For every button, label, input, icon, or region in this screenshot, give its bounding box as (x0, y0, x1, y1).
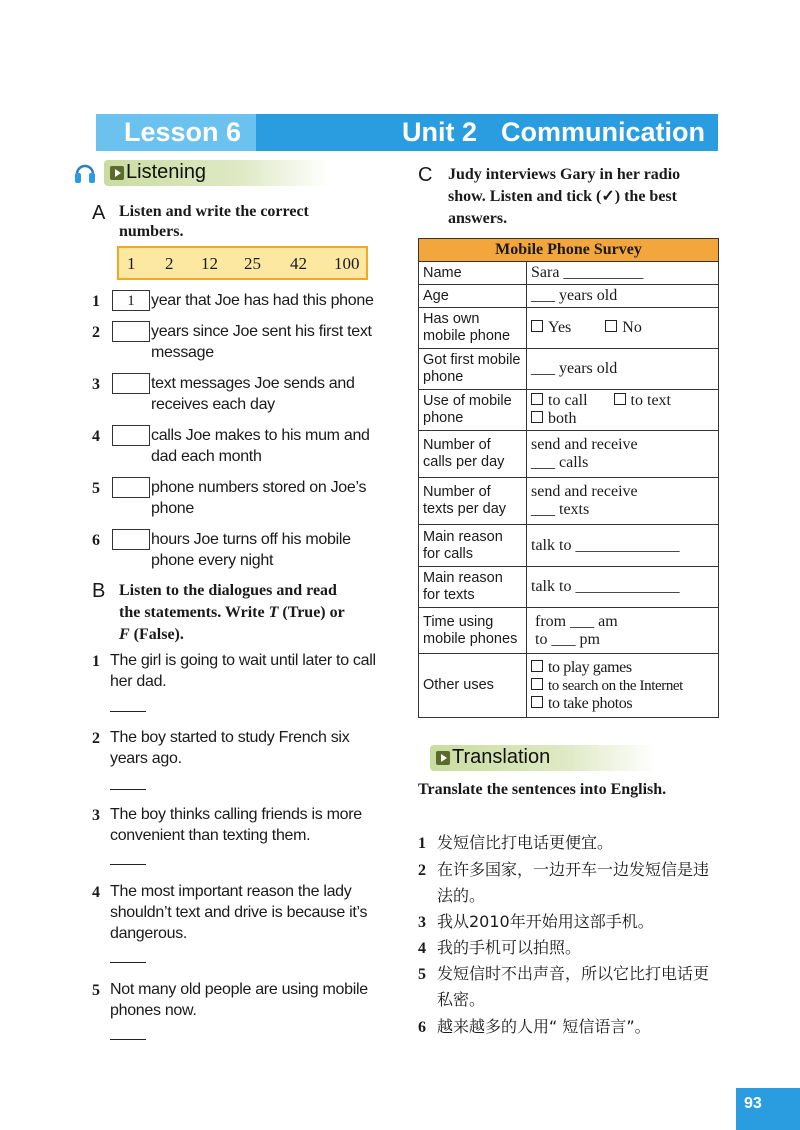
checkbox[interactable] (531, 660, 543, 672)
a-item-number: 3 (92, 376, 100, 393)
survey-value: send and receive ___ calls (527, 431, 719, 478)
survey-label: Use of mobile phone (419, 390, 527, 431)
a-item-text: text messages Joe sends and receives each day (151, 375, 355, 413)
number-option: 100 (334, 254, 360, 273)
translation-item-text: 发短信时不出声音，所以它比打电话更私密。 (437, 964, 710, 1009)
a-item-text: calls Joe makes to his mum and dad each month (151, 427, 370, 465)
number-bank (117, 246, 368, 280)
translation-item-text: 发短信比打电话更便宜。 (437, 833, 614, 852)
a-item-number: 1 (92, 293, 100, 310)
b-item-number: 5 (92, 982, 100, 999)
b-answer-line[interactable] (110, 864, 146, 865)
b-item-number: 4 (92, 884, 100, 901)
page-number: 93 (744, 1095, 762, 1112)
survey-value: talk to _____________ (527, 567, 719, 608)
survey-value: send and receive ___ texts (527, 478, 719, 525)
checkbox[interactable] (614, 393, 626, 405)
survey-label: Has own mobile phone (419, 308, 527, 349)
b-item-text: The most important reason the lady shouldn’t text and drive is because it’s dangerous. (110, 883, 368, 942)
listening-banner (104, 160, 330, 186)
mobile-phone-survey-table (418, 238, 719, 718)
a-item-number: 2 (92, 324, 100, 341)
survey-title: Mobile Phone Survey (419, 239, 719, 262)
survey-value: to play games to search on the Internet to take photos (527, 654, 719, 718)
listening-title: Listening (126, 161, 207, 183)
section-a-letter: A (92, 202, 106, 224)
translation-item-number: 4 (418, 940, 426, 957)
translation-instruction: Translate the sentences into English. (418, 781, 667, 798)
survey-value: talk to _____________ (527, 525, 719, 567)
a-item-text: years since Joe sent his first text message (151, 323, 372, 361)
b-item-text: The boy thinks calling friends is more convenient than texting them. (110, 806, 362, 844)
lesson-title: Lesson 6 (124, 117, 242, 147)
survey-value: ___ years old (527, 285, 719, 308)
b-item-number: 2 (92, 730, 100, 747)
survey-label: Name (419, 262, 527, 285)
b-answer-line[interactable] (110, 962, 146, 963)
number-option: 42 (290, 254, 307, 273)
number-option: 25 (244, 254, 261, 273)
a-answer-box[interactable] (112, 321, 150, 342)
translation-item-number: 3 (418, 914, 426, 931)
survey-label: Age (419, 285, 527, 308)
survey-label: Time using mobile phones (419, 608, 527, 654)
a-answer-box[interactable] (112, 425, 150, 446)
header-bar (96, 114, 718, 151)
checkbox[interactable] (531, 320, 543, 332)
b-answer-line[interactable] (110, 711, 146, 712)
checkbox[interactable] (531, 393, 543, 405)
translation-item-number: 5 (418, 966, 426, 983)
headphones-icon (74, 160, 96, 186)
translation-item-text: 在许多国家，一边开车一边发短信是违法的。 (437, 860, 710, 905)
translation-banner (430, 745, 656, 771)
section-c-instruction: Judy interviews Gary in her radio show. Listen and tick (✓) the best answers. (448, 166, 681, 227)
play-icon (436, 751, 450, 765)
checkbox[interactable] (605, 320, 617, 332)
b-item-text: The boy started to study French six years ago. (110, 729, 350, 767)
survey-label: Number of calls per day (419, 431, 527, 478)
survey-value: to call to text both (527, 390, 719, 431)
page-number-tab (736, 1088, 800, 1130)
number-option: 2 (165, 254, 174, 273)
survey-label: Main reason for texts (419, 567, 527, 608)
number-option: 12 (201, 254, 218, 273)
a-item-number: 4 (92, 428, 100, 445)
survey-label: Number of texts per day (419, 478, 527, 525)
number-option: 1 (127, 254, 136, 273)
a-answer-box[interactable] (112, 529, 150, 550)
b-item-text: The girl is going to wait until later to call her dad. (110, 652, 376, 690)
translation-item-number: 1 (418, 835, 426, 852)
b-answer-line[interactable] (110, 789, 146, 790)
translation-item-number: 6 (418, 1019, 426, 1036)
a-answer-box[interactable] (112, 373, 150, 394)
b-answer-line[interactable] (110, 1039, 146, 1040)
translation-item-text: 我从2010年开始用这部手机。 (437, 912, 654, 931)
a-item-number: 5 (92, 480, 100, 497)
b-item-text: Not many old people are using mobile phones now. (110, 981, 368, 1019)
survey-value: ___ years old (527, 349, 719, 390)
b-item-number: 1 (92, 653, 100, 670)
translation-item-text: 我的手机可以拍照。 (437, 938, 582, 957)
translation-title: Translation (452, 746, 551, 768)
checkbox[interactable] (531, 411, 543, 423)
unit-title: Communication (501, 117, 706, 147)
translation-item-number: 2 (418, 862, 426, 879)
play-icon (110, 166, 124, 180)
a-answer-box[interactable] (112, 477, 150, 498)
section-b-instruction: Listen to the dialogues and read the statements. Write T (True) or F (False). (119, 582, 345, 643)
checkbox[interactable] (531, 678, 543, 690)
a-item-text: year that Joe has had this phone (151, 292, 374, 309)
a-item-text: phone numbers stored on Joe’s phone (151, 479, 367, 517)
a-item-text: hours Joe turns off his mobile phone every night (151, 531, 351, 569)
translation-item-text: 越来越多的人用“ 短信语言”。 (437, 1017, 651, 1036)
survey-value: Sara __________ (527, 262, 719, 285)
section-c-letter: C (418, 164, 433, 186)
survey-label: Other uses (419, 654, 527, 718)
survey-value: from ___ am to ___ pm (527, 608, 719, 654)
section-b-letter: B (92, 580, 106, 602)
b-item-number: 3 (92, 807, 100, 824)
survey-label: Main reason for calls (419, 525, 527, 567)
a-answer-box[interactable]: 1 (112, 290, 150, 311)
a-item-number: 6 (92, 532, 100, 549)
survey-value: Yes No (527, 308, 719, 349)
checkbox[interactable] (531, 696, 543, 708)
section-a-instruction: Listen and write the correct numbers. (119, 203, 309, 240)
unit-label: Unit 2 (402, 117, 478, 147)
survey-label: Got first mobile phone (419, 349, 527, 390)
